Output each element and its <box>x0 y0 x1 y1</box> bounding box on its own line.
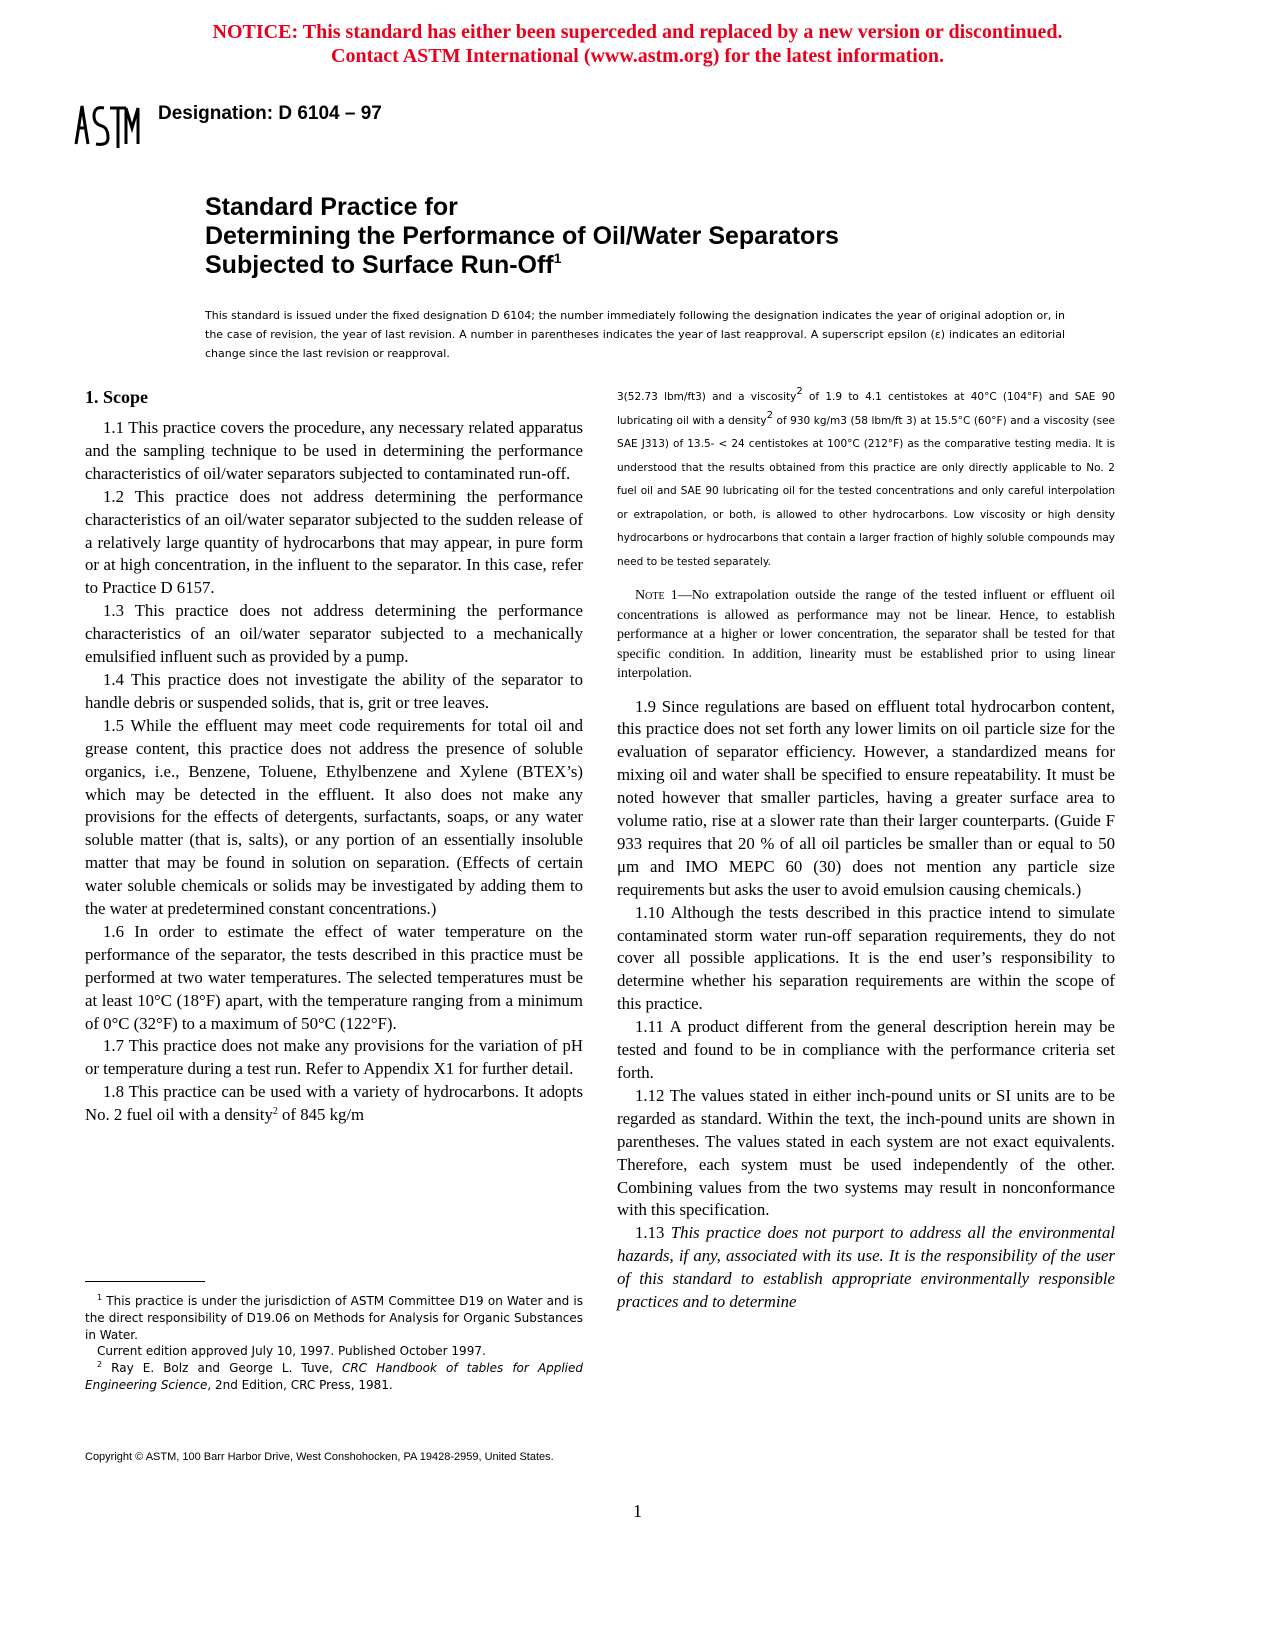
title-line-1: Standard Practice for <box>205 193 458 221</box>
paragraph-1-6: 1.6 In order to estimate the effect of water temperature on the performance of the separator, the tests described in this practice must be performed at two water temperatures. The selected temperatures must be at least 10°C (18°F) apart, with the temperature ranging from a minimum of 0°C (32°F) to a maximum of 50°C (122°F). <box>85 921 583 1033</box>
paragraph-1-11: 1.11 A product different from the general description herein may be tested and found to be in compliance with the performance criteria set forth. <box>617 1017 1115 1082</box>
paragraph-1-2: 1.2 This practice does not address determining the performance characteristics of an oil/water separator subjected to the sudden release of a relatively large quantity of hydrocarbons that may appear, in pure form or at high concentration, in the influent to the separator. In this case, refer to Practice D 6157. <box>85 486 583 598</box>
p1-8-text-d: of 1.9 to 4.1 centistokes at 40°C (104°F) and SAE 90 lubricating oil with a density <box>617 391 1116 427</box>
p1-8-text-a: 1.8 This practice can be used with a variety of hydrocarbons. It adopts No. 2 fuel oil with a density <box>85 1082 583 1125</box>
note-1-text: —No extrapolation outside the range of the tested influent or effluent oil concentrations is allowed as performance may not be linear. Hence, to establish performance at a higher or lower concentration, the separator shall be tested for that specific condition. In addition, linearity must be established prior to using linear interpolation. <box>617 588 1115 681</box>
paragraph-1-1: 1.1 This practice covers the procedure, any necessary related apparatus and the sampling technique to be used in determining the performance characteristics of oil/water separators subjected to contaminated run-off. <box>85 418 583 483</box>
p1-8-text-e: of 930 kg/m3 (58 lbm/ft 3) at 15.5°C (60°F) and a viscosity (see SAE J313) of 13.5- < 24 centistokes at 100°C (212°F) as the comparative testing media. It is understood that the results obtained from this practice are only directly applicable to No. 2 fuel oil and SAE 90 lubricating oil for the tested concentrations and only careful interpolation or extrapolation, or both, is allowed to other hydrocarbons. Low viscosity or high density hydrocarbons or hydrocarbons that contain a larger fraction of highly soluble compounds may need to be tested separately. <box>617 414 1115 568</box>
p1-8-text-b: of 845 kg/m <box>277 1105 365 1125</box>
copyright-line: Copyright © ASTM, 100 Barr Harbor Drive, West Conshohocken, PA 19428-2959, United States. <box>85 1451 554 1463</box>
supersede-notice <box>0 20 1275 68</box>
footnote-1-text: This practice is under the jurisdiction of ASTM Committee D19 on Water and is the direct responsibility of D19.06 on Methods for Analysis for Organic Substances in Water. <box>85 1294 583 1342</box>
paragraph-1-10: 1.10 Although the tests described in this practice intend to simulate contaminated storm water run-off separation requirements, they do not cover all possible applications. It is the end user’s responsibility to determine whether his separation requirements are within the scope of this practice. <box>617 902 1115 1014</box>
title-line-2: Determining the Performance of Oil/Water Separators <box>205 222 839 250</box>
paragraph-1-8-continued <box>617 386 1115 574</box>
footnote-1-mark: 1 <box>97 1293 103 1302</box>
paragraph-1-3: 1.3 This practice does not address determining the performance characteristics of an oil/water separator subjected to a mechanically emulsified influent such as provided by a pump. <box>85 601 583 667</box>
page-number: 1 <box>633 1501 642 1521</box>
title-line-3-text: Subjected to Surface Run-Off <box>205 251 554 279</box>
left-column <box>85 386 583 1127</box>
paragraph-1-5: 1.5 While the effluent may meet code requirements for total oil and grease content, this practice does not address the presence of soluble organics, i.e., Benzene, Toluene, Ethylbenzene and Xylene (BTEX’s) which may be detected in the effluent. It also does not make any provisions for the effects of detergents, surfactants, soaps, or any water soluble matter (that is, salts), or any portion of an essentially insoluble matter that may be found in solution on separation. (Effects of certain water soluble chemicals or solids may be investigated by adding them to the water at predetermined constant concentrations.) <box>85 715 583 919</box>
paragraph-1-13 <box>617 1222 1115 1314</box>
footnote-2-text-a: Ray E. Bolz and George L. Tuve, <box>102 1361 342 1376</box>
paragraph-1-12: 1.12 The values stated in either inch-pound units or SI units are to be regarded as standard. Within the text, the inch-pound units are shown in parentheses. The values stated in each system are not exact equivalents. Therefore, each system must be used independently of the other. Combining values from the two systems may result in nonconformance with this specification. <box>617 1085 1115 1220</box>
p1-13-number: 1.13 <box>635 1223 671 1243</box>
right-column <box>617 386 1115 1314</box>
notice-line-2: Contact ASTM International (www.astm.org) for the latest information. <box>331 45 944 67</box>
footnote-2-book-title: CRC Handbook of tables for Applied Engineering Science <box>85 1361 583 1392</box>
document-title <box>205 193 1105 280</box>
paragraph-1-4: 1.4 This practice does not investigate the ability of the separator to handle debris or suspended solids, that is, grit or tree leaves. <box>85 669 583 712</box>
p1-13-text: This practice does not purport to address all the environmental hazards, if any, associated with its use. It is the responsibility of the user of this standard to establish appropriate environmentally responsible practices and to determine <box>617 1223 1115 1312</box>
notice-line-1: NOTICE: This standard has either been superceded and replaced by a new version or discontinued. <box>212 21 1063 43</box>
title-footnote-mark: 1 <box>553 250 562 266</box>
note-1 <box>617 586 1115 684</box>
issuance-note: This standard is issued under the fixed designation D 6104; the number immediately following the designation indicates the year of original adoption or, in the case of revision, the year of last revision. A number in parentheses indicates the year of last reapproval. A superscript epsilon (ε) indicates an editorial change since the last revision or reapproval. <box>205 309 1065 360</box>
note-1-label: Note 1 <box>635 588 678 603</box>
paragraph-1-8-start <box>85 1081 583 1127</box>
footnote-1-approval: Current edition approved July 10, 1997. Published October 1997. <box>97 1344 486 1359</box>
p1-8-text-c: 3(52.73 lbm/ft3) and a viscosity <box>617 391 797 403</box>
section-heading-scope: 1. Scope <box>85 387 148 407</box>
astm-logo-icon <box>70 98 144 152</box>
paragraph-1-7: 1.7 This practice does not make any provisions for the variation of pH or temperature during a test run. Refer to Appendix X1 for further detail. <box>85 1036 583 1079</box>
designation: Designation: D 6104 – 97 <box>158 103 382 124</box>
footnote-ref-2b[interactable]: 2 <box>796 386 803 397</box>
footnote-2 <box>85 1360 583 1394</box>
footnote-2-mark: 2 <box>97 1360 103 1370</box>
logo-text: ASTM <box>70 98 73 99</box>
footnote-2-text-b: , 2nd Edition, CRC Press, 1981. <box>207 1377 393 1392</box>
footnote-divider <box>85 1281 205 1282</box>
title-line-3 <box>205 251 1105 280</box>
footnote-ref-2[interactable]: 2 <box>272 1106 278 1118</box>
footnote-ref-2c[interactable]: 2 <box>766 409 773 421</box>
footnotes <box>85 1293 583 1394</box>
footnote-1 <box>85 1293 583 1343</box>
paragraph-1-9: 1.9 Since regulations are based on effluent total hydrocarbon content, this practice does not set forth any lower limits on oil particle size for the evaluation of separator efficiency. However, a standardized means for mixing oil and water shall be specified to ensure repeatability. It must be noted however that smaller particles, having a greater surface area to volume ratio, rise at a slower rate than their larger counterparts. (Guide F 933 requires that 20 % of all oil particles be smaller than or equal to 50 μm and IMO MEPC 60 (30) does not mention any particle size requirements but asks the user to avoid emulsion causing chemicals.) <box>617 696 1115 899</box>
